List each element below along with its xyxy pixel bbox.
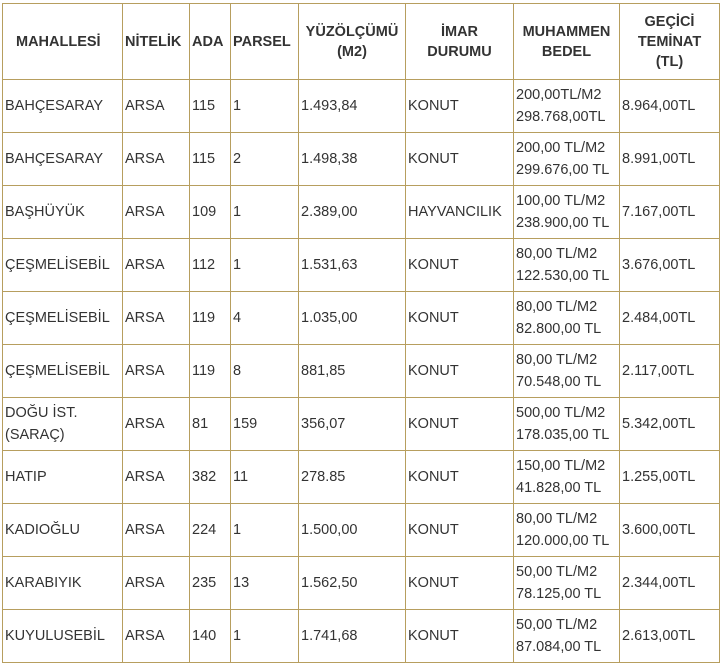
cell-yuzolcum: 278.85: [299, 451, 406, 504]
cell-mahalle-line1: KUYULUSEBİL: [5, 628, 105, 644]
cell-mahalle-line2: (SARAÇ): [5, 427, 65, 443]
cell-mahalle-line1: BAHÇESARAY: [5, 151, 104, 167]
cell-parsel: 1: [231, 239, 299, 292]
cell-teminat: 7.167,00TL: [620, 186, 720, 239]
cell-mahalle-line1: DOĞU İST.: [5, 405, 78, 421]
cell-teminat: 8.964,00TL: [620, 80, 720, 133]
cell-ada: 140: [190, 610, 231, 663]
cell-yuzolcum: 1.562,50: [299, 557, 406, 610]
cell-yuzolcum: 1.035,00: [299, 292, 406, 345]
cell-imar: KONUT: [406, 504, 514, 557]
cell-mahalle: [3, 186, 123, 239]
cell-teminat: 3.676,00TL: [620, 239, 720, 292]
cell-parsel: 8: [231, 345, 299, 398]
header-mahallesi: MAHALLESİ: [3, 4, 123, 80]
parcel-table: [2, 3, 720, 663]
cell-toplam-bedel: 298.768,00TL: [516, 109, 606, 125]
cell-yuzolcum: 356,07: [299, 398, 406, 451]
cell-mahalle: [3, 239, 123, 292]
cell-toplam-bedel: 70.548,00 TL: [516, 374, 602, 390]
cell-imar: KONUT: [406, 398, 514, 451]
table-row: [3, 557, 720, 610]
cell-imar: KONUT: [406, 80, 514, 133]
cell-ada: 235: [190, 557, 231, 610]
cell-ada: 382: [190, 451, 231, 504]
cell-birim-fiyat: 50,00 TL/M2: [516, 617, 598, 633]
cell-teminat: 2.344,00TL: [620, 557, 720, 610]
header-yuzolcumu: [299, 4, 406, 80]
cell-mahalle: [3, 80, 123, 133]
cell-bedel: [514, 133, 620, 186]
cell-yuzolcum: 1.500,00: [299, 504, 406, 557]
cell-birim-fiyat: 80,00 TL/M2: [516, 511, 598, 527]
cell-birim-fiyat: 200,00 TL/M2: [516, 140, 606, 156]
cell-mahalle-line1: BAHÇESARAY: [5, 98, 104, 114]
cell-ada: 119: [190, 292, 231, 345]
header-muhammen-line1: MUHAMMEN: [522, 23, 611, 40]
cell-teminat: 8.991,00TL: [620, 133, 720, 186]
cell-ada: 119: [190, 345, 231, 398]
cell-mahalle: [3, 292, 123, 345]
cell-mahalle: [3, 133, 123, 186]
cell-ada: 224: [190, 504, 231, 557]
cell-mahalle-line1: ÇEŞMELİSEBİL: [5, 363, 110, 379]
cell-nitelik: ARSA: [123, 186, 190, 239]
header-yuzolcumu-line1: YÜZÖLÇÜMÜ: [305, 23, 399, 40]
cell-imar: KONUT: [406, 557, 514, 610]
cell-imar: KONUT: [406, 451, 514, 504]
header-nitelik: NİTELİK: [123, 4, 190, 80]
cell-mahalle-line1: BAŞHÜYÜK: [5, 204, 85, 220]
cell-parsel: 4: [231, 292, 299, 345]
cell-yuzolcum: 881,85: [299, 345, 406, 398]
cell-mahalle: [3, 345, 123, 398]
header-imar-line1: İMAR: [440, 23, 479, 40]
cell-toplam-bedel: 120.000,00 TL: [516, 533, 610, 549]
cell-ada: 109: [190, 186, 231, 239]
cell-yuzolcum: 2.389,00: [299, 186, 406, 239]
cell-nitelik: ARSA: [123, 451, 190, 504]
header-imar-durumu: [406, 4, 514, 80]
cell-yuzolcum: 1.741,68: [299, 610, 406, 663]
header-imar-line2: DURUMU: [427, 43, 492, 60]
cell-yuzolcum: 1.498,38: [299, 133, 406, 186]
cell-bedel: [514, 557, 620, 610]
cell-mahalle-line1: ÇEŞMELİSEBİL: [5, 310, 110, 326]
header-muhammen-bedel: [514, 4, 620, 80]
cell-yuzolcum: 1.493,84: [299, 80, 406, 133]
cell-bedel: [514, 186, 620, 239]
table-row: [3, 451, 720, 504]
cell-toplam-bedel: 122.530,00 TL: [516, 268, 610, 284]
cell-teminat: 5.342,00TL: [620, 398, 720, 451]
header-gecici-teminat: [620, 4, 720, 80]
cell-toplam-bedel: 41.828,00 TL: [516, 480, 602, 496]
cell-parsel: 11: [231, 451, 299, 504]
cell-birim-fiyat: 80,00 TL/M2: [516, 246, 598, 262]
cell-nitelik: ARSA: [123, 557, 190, 610]
cell-mahalle: [3, 557, 123, 610]
cell-bedel: [514, 451, 620, 504]
cell-nitelik: ARSA: [123, 504, 190, 557]
cell-ada: 112: [190, 239, 231, 292]
table-row: [3, 133, 720, 186]
cell-mahalle: [3, 398, 123, 451]
cell-ada: 115: [190, 133, 231, 186]
cell-mahalle: [3, 504, 123, 557]
cell-nitelik: ARSA: [123, 292, 190, 345]
cell-teminat: 1.255,00TL: [620, 451, 720, 504]
cell-birim-fiyat: 80,00 TL/M2: [516, 299, 598, 315]
cell-imar: KONUT: [406, 239, 514, 292]
header-row: [3, 4, 720, 80]
cell-bedel: [514, 292, 620, 345]
cell-bedel: [514, 610, 620, 663]
cell-mahalle-line1: HATIP: [5, 469, 47, 485]
cell-parsel: 1: [231, 80, 299, 133]
cell-bedel: [514, 398, 620, 451]
cell-teminat: 2.484,00TL: [620, 292, 720, 345]
cell-mahalle: [3, 610, 123, 663]
cell-mahalle-line1: KARABIYIK: [5, 575, 82, 591]
cell-nitelik: ARSA: [123, 398, 190, 451]
cell-parsel: 1: [231, 610, 299, 663]
cell-nitelik: ARSA: [123, 345, 190, 398]
cell-yuzolcum: 1.531,63: [299, 239, 406, 292]
header-gecici-line3: (TL): [655, 53, 684, 70]
cell-toplam-bedel: 78.125,00 TL: [516, 586, 602, 602]
cell-birim-fiyat: 200,00TL/M2: [516, 87, 602, 103]
cell-toplam-bedel: 178.035,00 TL: [516, 427, 610, 443]
cell-parsel: 1: [231, 504, 299, 557]
cell-mahalle-line1: KADIOĞLU: [5, 522, 80, 538]
table-row: [3, 186, 720, 239]
cell-bedel: [514, 239, 620, 292]
cell-imar: HAYVANCILIK: [406, 186, 514, 239]
cell-toplam-bedel: 299.676,00 TL: [516, 162, 610, 178]
header-yuzolcumu-line2: (M2): [337, 43, 367, 60]
cell-imar: KONUT: [406, 133, 514, 186]
table-row: [3, 398, 720, 451]
cell-parsel: 159: [231, 398, 299, 451]
cell-birim-fiyat: 50,00 TL/M2: [516, 564, 598, 580]
header-parsel: PARSEL: [231, 4, 299, 80]
cell-birim-fiyat: 150,00 TL/M2: [516, 458, 606, 474]
cell-toplam-bedel: 82.800,00 TL: [516, 321, 602, 337]
cell-nitelik: ARSA: [123, 133, 190, 186]
cell-mahalle-line1: ÇEŞMELİSEBİL: [5, 257, 110, 273]
cell-bedel: [514, 80, 620, 133]
cell-bedel: [514, 345, 620, 398]
cell-toplam-bedel: 87.084,00 TL: [516, 639, 602, 655]
cell-nitelik: ARSA: [123, 239, 190, 292]
cell-imar: KONUT: [406, 292, 514, 345]
table-row: [3, 504, 720, 557]
cell-imar: KONUT: [406, 345, 514, 398]
cell-birim-fiyat: 100,00 TL/M2: [516, 193, 606, 209]
table-row: [3, 610, 720, 663]
cell-nitelik: ARSA: [123, 610, 190, 663]
header-ada: ADA: [190, 4, 231, 80]
cell-toplam-bedel: 238.900,00 TL: [516, 215, 610, 231]
header-gecici-line1: GEÇİCİ: [644, 13, 695, 30]
cell-imar: KONUT: [406, 610, 514, 663]
header-gecici-line2: TEMİNAT: [637, 33, 702, 50]
cell-parsel: 1: [231, 186, 299, 239]
table-row: [3, 345, 720, 398]
cell-parsel: 2: [231, 133, 299, 186]
cell-nitelik: ARSA: [123, 80, 190, 133]
cell-teminat: 2.117,00TL: [620, 345, 720, 398]
header-muhammen-line2: BEDEL: [541, 43, 592, 60]
cell-parsel: 13: [231, 557, 299, 610]
cell-ada: 115: [190, 80, 231, 133]
cell-birim-fiyat: 80,00 TL/M2: [516, 352, 598, 368]
cell-bedel: [514, 504, 620, 557]
cell-ada: 81: [190, 398, 231, 451]
cell-teminat: 2.613,00TL: [620, 610, 720, 663]
cell-teminat: 3.600,00TL: [620, 504, 720, 557]
cell-birim-fiyat: 500,00 TL/M2: [516, 405, 606, 421]
cell-mahalle: [3, 451, 123, 504]
table-row: [3, 80, 720, 133]
table-row: [3, 292, 720, 345]
table-row: [3, 239, 720, 292]
